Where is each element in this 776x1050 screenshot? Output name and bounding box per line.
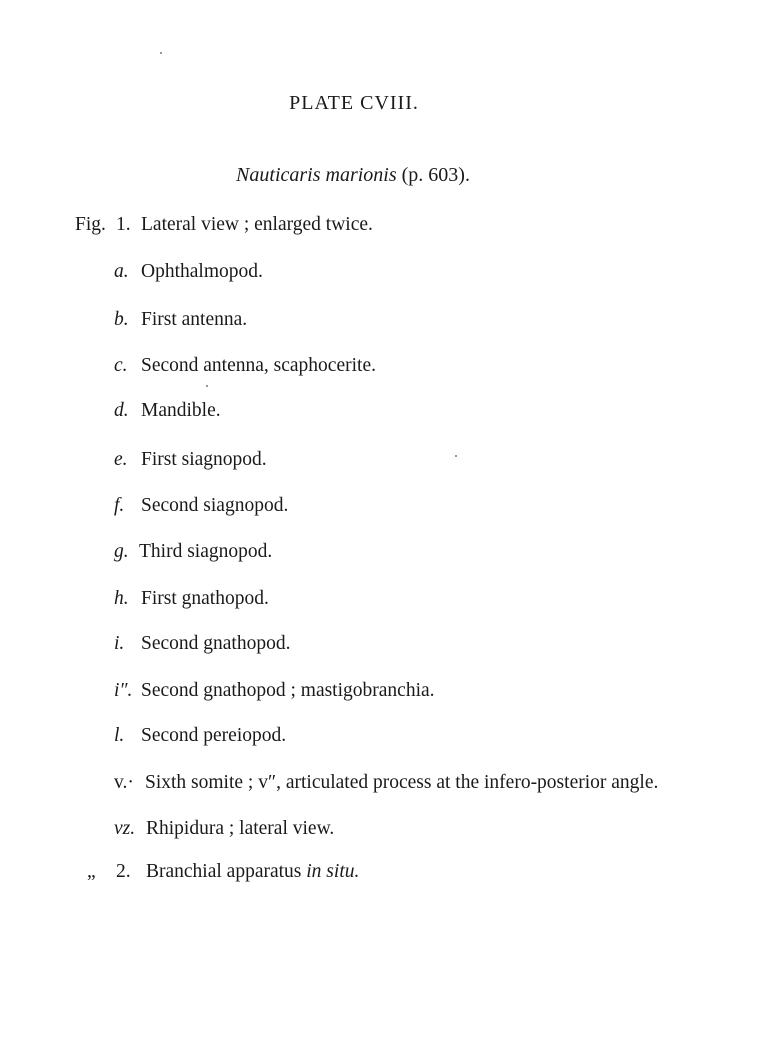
plate-title: PLATE CVIII. xyxy=(289,92,419,114)
figure-description: Lateral view ; enlarged twice. xyxy=(141,214,373,235)
paper-speck xyxy=(160,52,162,54)
species-heading xyxy=(0,164,706,187)
description-italic: in situ. xyxy=(306,861,360,882)
item-text: First gnathopod. xyxy=(141,588,269,609)
item-label: l. xyxy=(114,725,125,746)
item-label: a. xyxy=(114,261,129,282)
item-label: b. xyxy=(114,309,129,330)
item-text: Second pereiopod. xyxy=(141,725,287,746)
item-label: g. xyxy=(114,541,129,562)
item-label: h. xyxy=(114,588,129,609)
item-label: d. xyxy=(114,400,129,421)
description-text: Branchial apparatus xyxy=(146,861,302,882)
item-text: Second gnathopod. xyxy=(141,633,291,654)
item-text: Third siagnopod. xyxy=(139,541,273,562)
figure-number: 2. xyxy=(116,861,131,882)
item-label: c. xyxy=(114,355,128,376)
item-text: Ophthalmopod. xyxy=(141,261,263,282)
fig-label: Fig. xyxy=(75,214,106,235)
item-text: Second gnathopod ; mastigobranchia. xyxy=(141,680,435,701)
paper-speck xyxy=(455,455,457,457)
item-text: First antenna. xyxy=(141,309,248,330)
item-text: Second siagnopod. xyxy=(141,495,289,516)
ditto-mark: „ xyxy=(87,861,96,882)
figure-number: 1. xyxy=(116,214,131,235)
figure-description xyxy=(146,860,359,884)
paper-speck xyxy=(206,385,208,387)
page-reference: (p. 603). xyxy=(401,164,470,186)
item-label: i. xyxy=(114,633,125,654)
item-text: Rhipidura ; lateral view. xyxy=(146,818,335,839)
item-label: vz. xyxy=(114,818,136,839)
item-label: i″. xyxy=(114,680,133,701)
item-text: Mandible. xyxy=(141,400,221,421)
item-label: f. xyxy=(114,495,125,516)
species-name: Nauticaris marionis xyxy=(236,164,397,186)
item-text: Second antenna, scaphocerite. xyxy=(141,355,376,376)
item-label: e. xyxy=(114,449,128,470)
item-text: Sixth somite ; v″, articulated process at the infero-posterior angle. xyxy=(145,772,659,793)
item-label: v.· xyxy=(114,772,134,793)
item-text: First siagnopod. xyxy=(141,449,267,470)
